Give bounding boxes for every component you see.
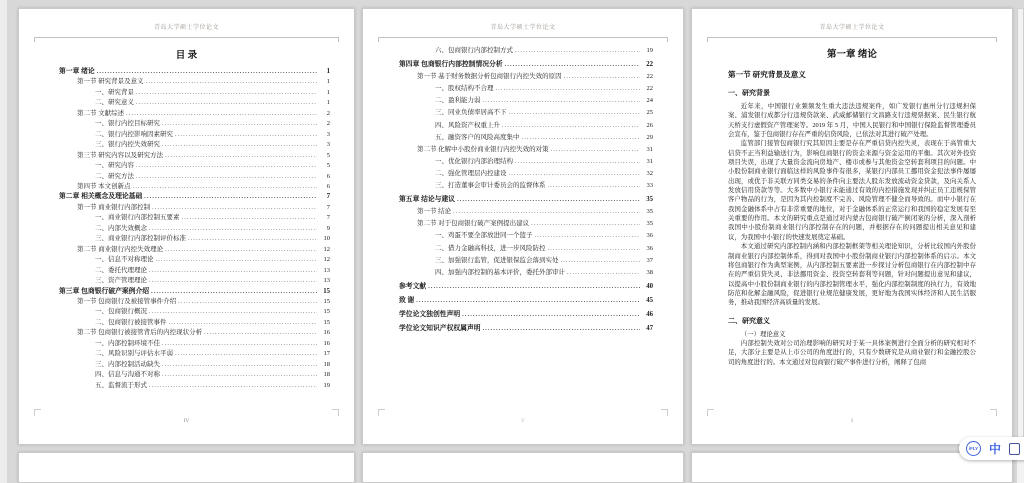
toc-dot-leader (149, 307, 317, 317)
subheading-research-significance: 二、研究意义 (728, 316, 770, 325)
toc-entry-label: 一、股权结构不合理 (435, 85, 494, 93)
toc-entry-label: 第四节 本文创新点 (77, 182, 131, 190)
toc-entry[interactable] (59, 255, 330, 265)
toc-entry-page-number: 33 (646, 182, 653, 190)
margin-crop-mark (378, 409, 385, 416)
toc-dot-leader (178, 297, 317, 307)
toc-entry-page-number: 16 (323, 329, 330, 337)
toc-entry-page-number: 47 (646, 325, 653, 333)
toc-entry[interactable] (399, 45, 653, 57)
document-page-toc-2[interactable] (362, 8, 684, 445)
toc-dot-leader (483, 324, 640, 335)
toc-entry-label: 第一节 商业银行内部控制 (77, 203, 151, 211)
margin-crop-mark (332, 409, 339, 416)
toc-entry-label: 三、打造董事会审计委员会的监督体系 (435, 182, 546, 190)
toc-entry-label: 参考文献 (399, 282, 427, 290)
toc-entry-page-number: 15 (323, 287, 330, 295)
left-gutter (0, 0, 7, 483)
toc-list (363, 45, 683, 335)
toc-entry-page-number: 7 (326, 193, 330, 201)
toc-dot-leader (522, 133, 641, 144)
toc-dot-leader (136, 98, 317, 108)
toc-dot-leader (551, 145, 640, 156)
toc-entry[interactable] (59, 266, 330, 276)
toc-entry-page-number: 37 (646, 256, 653, 264)
toc-entry-page-number: 19 (323, 381, 330, 389)
toc-entry[interactable] (399, 255, 653, 267)
toc-entry-label: 一、信息不对称理论 (95, 256, 154, 264)
page-header: 青岛大学硕士学位论文 (490, 25, 556, 31)
toc-entry-label: 一、鸡蛋不要全部放进同一个篮子 (435, 232, 533, 240)
toc-entry[interactable] (59, 119, 330, 129)
margin-crop-mark (661, 409, 668, 416)
toc-entry[interactable] (59, 349, 330, 359)
toc-entry[interactable] (59, 213, 330, 223)
toc-entry-label: 二、包商银行被接管事件 (95, 318, 167, 326)
toc-dot-leader (133, 182, 317, 192)
toc-dot-leader (175, 349, 317, 359)
toc-dot-leader (149, 266, 317, 276)
toc-entry-label: 第三节 研究内容以及研究方法 (77, 151, 164, 159)
toc-dot-leader (126, 109, 317, 119)
toc-entry-label: 二、研究意义 (95, 99, 134, 107)
toc-entry[interactable] (59, 287, 330, 297)
toc-entry-page-number: 7 (326, 214, 330, 222)
toc-entry-page-number: 40 (646, 282, 653, 290)
margin-crop-mark (990, 409, 997, 416)
chapter-title: 第一章 绪论 (827, 50, 877, 60)
toc-entry-page-number: 6 (326, 172, 330, 180)
toc-entry-label: 致 谢 (399, 296, 415, 304)
toc-entry-page-number: 15 (323, 297, 330, 305)
body-paragraph[interactable]: 内部控制失效对公司治理影响的研究对于某一具体案例进行全面分析的研究相对不足，大部分主要是从上市公司的角度进行的，只有少数研究是从商业银行和金融控股公司的角度进行的。本文通过对包商银行破产事件进行分析，阐释了包商 (728, 339, 976, 366)
toc-entry-label: 三、加强银行监管，促进银保监会落到实处 (435, 256, 559, 264)
header-rule (707, 33, 997, 38)
toc-entry-label: 学位论文独创性声明 (399, 310, 461, 318)
toc-entry[interactable] (399, 295, 653, 307)
toc-dot-leader (151, 287, 317, 297)
toc-entry[interactable] (59, 245, 330, 255)
toc-entry-label: 四、加强内部控制的基本评价，委托外部审计 (435, 268, 565, 276)
toc-entry-page-number: 10 (323, 235, 330, 243)
toc-entry[interactable] (399, 59, 653, 71)
toc-entry[interactable] (59, 130, 330, 140)
toc-entry-label: 四、信息与沟通不对称 (95, 371, 160, 379)
toc-entry-page-number: 1 (326, 78, 330, 86)
page-number: IV (183, 418, 190, 424)
toc-entry-page-number: 32 (646, 169, 653, 177)
next-page-sliver (1017, 8, 1024, 445)
toc-entry-page-number: 18 (323, 371, 330, 379)
toc-entry[interactable] (399, 281, 653, 293)
toc-entry-page-number: 45 (646, 296, 653, 304)
toc-entry-page-number: 18 (323, 360, 330, 368)
toc-entry-label: 第一节 研究背景及意义 (77, 78, 144, 86)
toc-entry-label: 二、银行内控影响因素研究 (95, 130, 173, 138)
toc-entry-label: 学位论文知识产权权属声明 (399, 325, 481, 333)
toc-dot-leader (136, 161, 317, 171)
toc-entry[interactable] (399, 71, 653, 83)
toc-entry-label: 二、强化管理层内控建设 (435, 169, 507, 177)
toc-entry-page-number: 12 (323, 245, 330, 253)
toc-entry[interactable] (399, 206, 653, 218)
toc-entry-page-number: 35 (646, 220, 653, 228)
toc-entry-label: 一、研究内容 (95, 162, 134, 170)
body-paragraph[interactable]: 本文通过研究内部控制内涵和内部控制框架等相关理论知识，分析比较国内外股份制商业银行内部控制体系，得到对我国中小股份制商业银行内部控制体系的启示。本文将包商银行作为典型案例，从内部控制五要素进一步探讨分析包商银行在内部控制中存在的严重信贷失灵、非法挪用资金、投资空转套利等问题，针对问题提出意见和建议，以提高中小股份制商业银行的内部控制管理水平，强化内部控制制度的执行力，有效地防范和化解金融风险，促进银行业规范健康发展，更好地为我国实体经济和人民生活服务，推动我国经济高质量的发展。 (728, 243, 976, 307)
toc-entry[interactable] (59, 98, 330, 108)
toc-entry[interactable] (59, 140, 330, 150)
toc-entry[interactable] (399, 323, 653, 335)
toc-entry-page-number: 2 (326, 120, 330, 128)
toc-entry[interactable] (59, 182, 330, 192)
toc-dot-leader (564, 72, 640, 83)
toc-entry-label: 六、包商银行内部控制方式 (435, 47, 513, 54)
header-rule (378, 33, 668, 38)
toc-dot-leader (162, 370, 317, 380)
toc-entry-label: 第五章 结论与建议 (399, 196, 456, 204)
toc-entry-page-number: 38 (646, 268, 653, 276)
toc-dot-leader (162, 360, 317, 370)
toc-dot-leader (97, 67, 317, 77)
toc-entry-label: 三、同业负债率居高不下 (435, 109, 507, 117)
toc-entry-label: 第四章 包商银行内部控制情况分析 (399, 61, 503, 69)
toc-dot-leader (535, 231, 641, 242)
subsubheading-theoretical-significance: （一）理论意义 (740, 330, 786, 338)
toc-entry[interactable] (399, 243, 653, 255)
toc-entry-page-number: 3 (326, 141, 330, 149)
body-paragraph[interactable]: 近年来，中国银行业频频发生重大违法违规案件，如广发银行惠州分行违规担保案、浦发银行成都分行违规贷款案、武威邮储银行文昌路支行违规票据案、民生银行航天桥支行虚假资产管理案等。2019 年 5 月，中国人民银行和中国银行保险监督管理委员会宣布，鉴于包商银行存在严重的信贷风险，已依法对其进行破产处理。 (728, 103, 976, 139)
toc-entry-page-number: 2 (326, 109, 330, 117)
toc-dot-leader (162, 339, 317, 349)
toc-entry-page-number: 9 (326, 224, 330, 232)
toc-entry-label: 第二节 对于包商银行破产案例提出建议 (417, 220, 530, 228)
toc-dot-leader (146, 77, 317, 87)
page-number: V (521, 418, 525, 424)
section-heading: 第一节 研究背景及意义 (728, 70, 806, 79)
toc-entry-page-number: 1 (326, 88, 330, 96)
toc-entry-page-number: 25 (646, 109, 653, 117)
toc-entry[interactable] (399, 95, 653, 107)
ime-toolbar[interactable] (959, 437, 1024, 460)
toc-dot-leader (152, 203, 317, 213)
toc-dot-leader (531, 219, 640, 230)
toc-entry-label: 第一节 包商银行及被接管事件介绍 (77, 297, 177, 305)
toc-entry[interactable] (59, 77, 330, 87)
toc-entry[interactable] (59, 297, 330, 307)
toc-entry[interactable] (59, 192, 330, 202)
toc-entry-label: 四、风险资产权重上升 (435, 121, 500, 129)
toc-entry-page-number: 22 (646, 85, 653, 93)
toc-title: 目 录 (175, 51, 198, 61)
toc-dot-leader (483, 96, 641, 107)
toc-entry-page-number: 22 (646, 73, 653, 81)
toc-dot-leader (149, 224, 317, 234)
toc-entry-label: 第一节 结论 (417, 208, 452, 216)
subheading-research-background: 一、研究背景 (728, 89, 770, 97)
toc-entry-page-number: 15 (323, 308, 330, 316)
toc-entry-label: 第二节 文献综述 (77, 109, 125, 117)
toc-entry[interactable] (399, 194, 653, 206)
ime-partial-icon[interactable] (1009, 443, 1020, 455)
toc-entry-page-number: 13 (323, 266, 330, 274)
toc-entry[interactable] (399, 230, 653, 242)
page-header: 青岛大学硕士学位论文 (153, 25, 219, 31)
toc-dot-leader (136, 172, 317, 182)
toc-dot-leader (428, 282, 640, 293)
toc-entry-page-number: 46 (646, 310, 653, 318)
ime-logo-icon[interactable]: iFLY (966, 441, 981, 456)
toc-entry-label: 五、融资客户的风险高度集中 (435, 133, 520, 141)
toc-entry-page-number: 22 (646, 61, 653, 69)
toc-entry-label: 第二节 包商银行被接管背后的内控现状分析 (77, 329, 203, 337)
margin-crop-mark (707, 409, 714, 416)
toc-entry[interactable] (59, 328, 330, 338)
toc-entry-page-number: 6 (326, 182, 330, 190)
toc-dot-leader (169, 318, 318, 328)
toc-entry-page-number: 5 (326, 162, 330, 170)
toc-entry-page-number: 12 (323, 256, 330, 264)
toc-dot-leader (548, 181, 641, 192)
toc-entry[interactable] (59, 276, 330, 286)
toc-dot-leader (165, 245, 317, 255)
toc-entry-page-number: 19 (646, 47, 653, 54)
toc-entry[interactable] (399, 83, 653, 95)
toc-dot-leader (165, 151, 317, 161)
toc-entry-page-number: 29 (646, 133, 653, 141)
toc-entry[interactable] (59, 360, 330, 370)
toc-entry[interactable] (59, 161, 330, 171)
body-paragraph[interactable]: 监管部门接管包商银行究其原因主要是存在严重信贷内控失灵，表现在于高管重大信贷不正当利益输送行为，影响包商银行的资金来源与资金运用的平衡。其次对外投资项目失误，出现了大量资金流向房地产、楼市或参与其他资金空转套利项目的问题。中小股份制商业银行面临这样的风险事件有很多，某银行内部员工挪用资金犯法事件屡屡出现，或优于非关联方同类交易的条件向主要法人股东发放流动资金贷款，及向关系人发放信用贷款等等。大多数中小银行未能通过有效的内控措施发现并纠正员工违规保管客户物品的行为，是因为其内控制度不完善、风险管理不健全而导致的。而中小银行在我国金融体系中占有非常重要的地位，对于金融体系的正常运行和我国的稳定发展有至关重要的作用。本文的研究重点是通过对内蒙古包商银行破产倒闭案的分析，深入剖析我国中小股份制商业银行内部控制存在的问题，并根据存在的问题提出相关意见和建议，为我国中小银行的快速发展奠定基础。 (728, 140, 976, 241)
toc-entry-label: 第二章 相关概念及理论基础 (59, 193, 143, 201)
header-rule (34, 33, 339, 38)
next-row-page[interactable] (362, 452, 684, 483)
toc-entry-page-number: 1 (326, 68, 330, 75)
toc-entry-page-number: 31 (646, 157, 653, 165)
toc-entry[interactable] (59, 370, 330, 380)
toc-dot-leader (416, 296, 640, 307)
toc-entry[interactable] (399, 218, 653, 230)
toc-dot-leader (188, 234, 317, 244)
toc-entry-label: 二、风险识别与评估水平弱 (95, 350, 173, 358)
toc-dot-leader (453, 207, 640, 218)
toc-entry[interactable] (59, 203, 330, 213)
toc-entry-page-number: 3 (326, 130, 330, 138)
toc-entry-page-number: 36 (646, 244, 653, 252)
toc-entry[interactable] (59, 67, 330, 77)
toc-list (19, 67, 354, 391)
toc-dot-leader (515, 157, 640, 168)
next-row-page[interactable] (18, 452, 355, 483)
toc-entry[interactable] (59, 151, 330, 161)
toc-entry-label: 一、包商银行概况 (95, 308, 147, 316)
toc-dot-leader (509, 169, 641, 180)
page-number: 1 (850, 418, 854, 424)
toc-entry-page-number: 16 (323, 339, 330, 347)
toc-entry[interactable] (399, 168, 653, 180)
toc-entry-label: 三、内部控制活动缺失 (95, 360, 160, 368)
toc-entry[interactable] (399, 144, 653, 156)
toc-entry[interactable] (399, 267, 653, 279)
toc-entry-label: 一、银行内控目标研究 (95, 120, 160, 128)
document-page-toc-1[interactable] (18, 8, 355, 445)
toc-entry-page-number: 35 (646, 196, 653, 204)
toc-dot-leader (136, 88, 317, 98)
toc-entry[interactable] (399, 107, 653, 119)
toc-entry-page-number: 1 (326, 99, 330, 107)
toc-entry[interactable] (59, 224, 330, 234)
ime-chinese-mode-icon[interactable]: 中 (988, 441, 1001, 456)
toc-dot-leader (561, 256, 641, 267)
toc-dot-leader (149, 381, 317, 391)
toc-entry-page-number: 36 (646, 232, 653, 240)
toc-entry-label: 一、商业银行内部控制五要素 (95, 214, 180, 222)
toc-entry[interactable] (59, 318, 330, 328)
toc-dot-leader (182, 213, 318, 223)
toc-entry-page-number: 31 (646, 145, 653, 153)
toc-entry[interactable] (59, 234, 330, 244)
toc-dot-leader (156, 255, 318, 265)
toc-entry[interactable] (399, 309, 653, 321)
toc-dot-leader (462, 310, 640, 321)
toc-dot-leader (505, 60, 640, 71)
toc-dot-leader (175, 130, 317, 140)
toc-entry-label: 二、内部失效概念 (95, 224, 147, 232)
toc-entry-page-number: 24 (646, 97, 653, 105)
toc-entry-label: 第一节 基于财务数据分析包商银行内控失效的原因 (417, 73, 562, 81)
toc-dot-leader (548, 244, 641, 255)
toc-entry-label: 第一章 绪论 (59, 68, 95, 75)
toc-entry-page-number: 5 (326, 151, 330, 159)
toc-entry[interactable] (59, 381, 330, 391)
toc-entry-label: 三、资产管理理论 (95, 277, 147, 285)
toc-dot-leader (149, 276, 317, 286)
document-page-chapter-1[interactable] (691, 8, 1013, 445)
toc-dot-leader (567, 268, 640, 279)
toc-entry-page-number: 7 (326, 203, 330, 211)
toc-dot-leader (457, 195, 640, 206)
toc-dot-leader (204, 328, 317, 338)
toc-entry-page-number: 35 (646, 208, 653, 216)
toc-entry-label: 一、研究背景 (95, 88, 134, 96)
toc-entry[interactable] (399, 156, 653, 168)
toc-entry-page-number: 17 (323, 350, 330, 358)
toc-entry-label: 第三章 包商银行破产案例介绍 (59, 287, 150, 295)
toc-entry[interactable] (59, 307, 330, 317)
toc-entry[interactable] (59, 172, 330, 182)
toc-dot-leader (496, 84, 641, 95)
toc-entry[interactable] (399, 120, 653, 132)
toc-entry-label: 一、优化银行内部治理结构 (435, 157, 513, 165)
toc-dot-leader (509, 108, 641, 119)
toc-entry-label: 三、银行内控失效研究 (95, 141, 160, 149)
toc-entry[interactable] (59, 339, 330, 349)
margin-crop-mark (34, 409, 41, 416)
toc-entry[interactable] (59, 88, 330, 98)
toc-entry-page-number: 13 (323, 277, 330, 285)
toc-entry-label: 第二节 商业银行内控失效理论 (77, 245, 164, 253)
toc-entry-label: 三、商业银行内部控制评价标准 (95, 235, 186, 243)
toc-entry-label: 二、借力金融高科技，进一步风险防控 (435, 244, 546, 252)
toc-entry[interactable] (399, 180, 653, 192)
toc-entry-page-number: 15 (323, 318, 330, 326)
toc-entry[interactable] (399, 132, 653, 144)
toc-entry-label: 五、监督流于形式 (95, 381, 147, 389)
toc-dot-leader (515, 46, 640, 57)
toc-entry-label: 二、委托代理理论 (95, 266, 147, 274)
toc-dot-leader (144, 192, 317, 202)
page-header: 青岛大学硕士学位论文 (819, 25, 885, 31)
toc-dot-leader (162, 140, 317, 150)
toc-entry[interactable] (59, 109, 330, 119)
toc-entry-label: 二、盈利能力弱 (435, 97, 481, 105)
toc-entry-label: 第二节 化解中小股份商业银行内控失效的对策 (417, 145, 549, 153)
toc-entry-page-number: 26 (646, 121, 653, 129)
toc-dot-leader (162, 119, 317, 129)
toc-entry-label: 二、研究方法 (95, 172, 134, 180)
toc-dot-leader (502, 121, 640, 132)
toc-entry-label: 一、内部控制环境不佳 (95, 339, 160, 347)
